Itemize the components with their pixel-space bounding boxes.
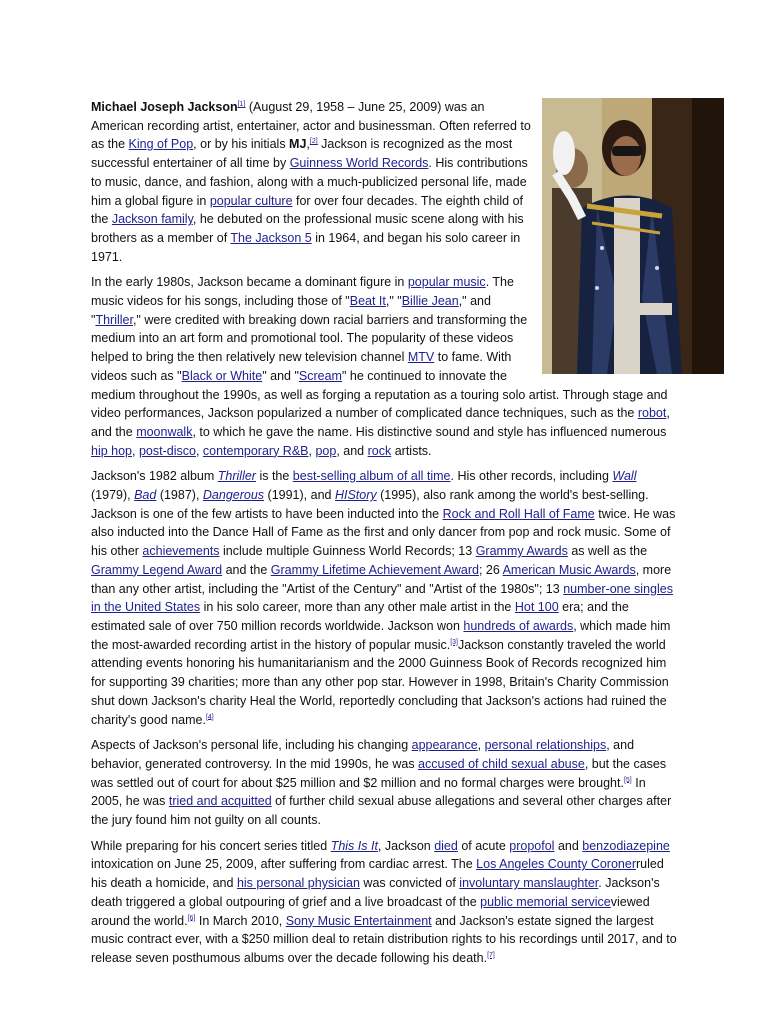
portrait-photo[interactable] (542, 98, 724, 374)
link-billie-jean[interactable]: Billie Jean (401, 294, 459, 309)
text: for over four decades. The eighth child of the (91, 193, 523, 227)
link-appearance[interactable]: appearance (411, 738, 478, 753)
link-wall-album[interactable]: Wall (612, 469, 637, 484)
text: was convicted of (359, 876, 460, 891)
link-jackson-family[interactable]: Jackson family (111, 212, 193, 227)
text: in his solo career, more than any other male artist in the (200, 600, 515, 615)
text: of acute (457, 838, 510, 853)
link-personal-relationships[interactable]: personal relationships (484, 738, 607, 753)
link-sony-music[interactable]: Sony Music Entertainment (285, 913, 432, 928)
text: intoxication on June 25, 2009, after suffering from cardiac arrest. The (91, 857, 477, 872)
text: In March 2010, (195, 913, 286, 928)
link-guinness-world-records[interactable]: Guinness World Records (289, 156, 429, 171)
link-beat-it[interactable]: Beat It (349, 294, 386, 309)
citation-1[interactable]: [1] (237, 100, 246, 108)
text: , but the cases was settled out of court for about $25 million and $2 million and no formal charges were brought. (91, 756, 667, 790)
text: " and " (262, 368, 299, 383)
link-hundreds-of-awards[interactable]: hundreds of awards (463, 618, 574, 633)
link-accused[interactable]: accused of child sexual abuse (418, 756, 585, 771)
text: viewed around the world. (91, 894, 650, 928)
text: of further child sexual abuse allegations and several other charges after the jury found him not guilty on all counts. (91, 794, 672, 828)
text: , (306, 137, 310, 152)
initials: MJ (289, 137, 307, 152)
link-popular-culture[interactable]: popular culture (209, 193, 293, 208)
text: . Jackson's death triggered a global outpouring of grief and a live broadcast of the (91, 876, 660, 909)
link-grammy-awards[interactable]: Grammy Awards (475, 544, 568, 559)
link-personal-physician[interactable]: his personal physician (236, 876, 360, 891)
subject-name: Michael Joseph Jackson (91, 100, 238, 114)
text: , (195, 443, 203, 458)
text: , he debuted on the professional music scene along with his brothers as a member of (91, 212, 524, 245)
text: , and (336, 443, 368, 458)
citation-4[interactable]: [4] (205, 713, 214, 721)
link-hip-hop[interactable]: hip hop (91, 443, 133, 458)
link-hot-100[interactable]: Hot 100 (514, 600, 559, 615)
paragraph-death (91, 837, 679, 968)
text: , which made him the most-awarded recording artist in the history of popular music. (91, 618, 671, 652)
link-history-album[interactable]: HIStory (334, 488, 377, 503)
text: . The music videos for his songs, including those of " (91, 275, 514, 309)
link-grammy-legend-award[interactable]: Grammy Legend Award (91, 562, 223, 577)
link-died[interactable]: died (434, 838, 458, 853)
text: (1979), (91, 488, 135, 503)
link-involuntary-manslaughter[interactable]: involuntary manslaughter (459, 876, 599, 891)
text: In 2005, he was (91, 775, 646, 809)
text: as well as the (567, 544, 648, 559)
link-moonwalk[interactable]: moonwalk (136, 424, 193, 439)
text: ," " (385, 294, 402, 309)
text: in 1964, and began his solo career in 1971. (91, 230, 521, 264)
text: . His other records, including (450, 469, 613, 484)
link-number-one-singles[interactable]: number-one singles in the United States (91, 581, 673, 615)
text: ," and " (91, 294, 491, 327)
text: (August 29, 1958 – June 25, 2009) was an American recording artist, entertainer, actor and businessman. Often referred to as the (91, 100, 531, 152)
text: , and behavior, generated controversy. In the mid 1990s, he was (91, 738, 635, 771)
text: , (132, 443, 139, 458)
text: " he continued to innovate the medium throughout the 1990s, as well as forging a reputation as a touring solo artist. Through stage and video performances, Jackson popularized a number of complicated dance techniques, such as the (91, 368, 668, 421)
citation-7[interactable]: [7] (487, 951, 495, 959)
text: (1987), (156, 488, 203, 503)
text: ," were credited with breaking down racial barriers and transforming the medium into an art form and promotional tool. The popularity of these videos helped to bring the then relatively new television channel (91, 312, 528, 365)
text: ; 26 (478, 562, 503, 577)
link-american-music-awards[interactable]: American Music Awards (502, 562, 636, 577)
text: While preparing for his concert series titled (91, 838, 331, 853)
text: is the (255, 469, 293, 484)
link-this-is-it[interactable]: This Is It (330, 838, 378, 853)
text: (1991), and (264, 488, 335, 503)
link-post-disco[interactable]: post-disco (138, 443, 196, 458)
link-mtv[interactable]: MTV (407, 350, 435, 365)
text: artists. (391, 443, 432, 458)
text: , or by his initials (193, 137, 290, 152)
text: . His contributions to music, dance, and fashion, along with a much-publicized personal life, made him a global figure in (91, 156, 528, 208)
text: , (477, 738, 485, 753)
link-scream[interactable]: Scream (298, 368, 342, 383)
text: twice. He was also inducted into the Dance Hall of Fame as the first and only dancer from pop and rock music. Some of his other (91, 506, 676, 559)
citation-5[interactable]: [5] (623, 776, 632, 784)
portrait-image-icon (542, 98, 724, 374)
text: and (554, 838, 583, 853)
text: Jackson's 1982 album (91, 469, 218, 484)
link-tried-and-acquitted[interactable]: tried and acquitted (168, 794, 272, 809)
link-dangerous-album[interactable]: Dangerous (202, 488, 265, 503)
text: Jackson is recognized as the most successful entertainer of all time by (91, 137, 513, 171)
link-popular-music[interactable]: popular music (407, 275, 486, 290)
link-grammy-lifetime-achievement[interactable]: Grammy Lifetime Achievement Award (270, 562, 479, 577)
article-body (91, 98, 679, 975)
link-thriller-album[interactable]: Thriller (217, 469, 256, 484)
link-the-jackson-5[interactable]: The Jackson 5 (230, 230, 312, 245)
text: Aspects of Jackson's personal life, including his changing (91, 738, 412, 753)
text: , and the (91, 406, 670, 439)
link-black-or-white[interactable]: Black or White (181, 368, 263, 383)
text: include multiple Guinness World Records; 13 (219, 544, 476, 559)
link-pop[interactable]: pop (315, 443, 337, 458)
link-rock-and-roll-hall-of-fame[interactable]: Rock and Roll Hall of Fame (442, 506, 595, 521)
text: , more than any other artist, including the "Artist of the Century" and "Artist of the 1980s"; 13 (91, 562, 672, 596)
citation-6[interactable]: [6] (187, 914, 196, 922)
text: to fame. With videos such as " (91, 350, 512, 383)
link-king-of-pop[interactable]: King of Pop (128, 137, 194, 152)
link-la-county-coroner[interactable]: Los Angeles County Coroner (476, 857, 636, 872)
paragraph-thriller (91, 467, 679, 729)
link-robot[interactable]: robot (637, 406, 667, 421)
link-propofol[interactable]: propofol (509, 838, 555, 853)
link-contemporary-rnb[interactable]: contemporary R&B (202, 443, 309, 458)
link-best-selling-album[interactable]: best-selling album of all time (292, 469, 451, 484)
text: Jackson constantly traveled the world attending events honoring his humanitarianism and the 2000 Guinness Book of Records recognized him for supporting 39 charities; more than any other pop star. However in 1998, Britain's Charity Commission shut down Jackson's charity Heal the World, reportedly concluding that Jackson's actions had ruined the charity's good name. (91, 637, 669, 727)
text: ruled his death a homicide, and (91, 857, 664, 891)
text: , (308, 443, 316, 458)
link-public-memorial-service[interactable]: public memorial service (480, 894, 611, 909)
citation-3[interactable]: [3] (450, 638, 458, 646)
link-rock[interactable]: rock (367, 443, 392, 458)
text: (1995), also rank among the world's best-selling. Jackson is one of the few artists to have been inducted into the (91, 488, 649, 521)
paragraph-personal-life (91, 736, 679, 830)
text: In the early 1980s, Jackson became a dominant figure in (91, 275, 408, 290)
link-thriller-song[interactable]: Thriller (95, 312, 133, 327)
link-bad-album[interactable]: Bad (134, 488, 157, 503)
text: era; and the estimated sale of over 750 million records worldwide. Jackson won (91, 600, 629, 633)
text: , Jackson (377, 838, 435, 853)
text: and the (222, 562, 271, 577)
link-benzodiazepine[interactable]: benzodiazepine (582, 838, 670, 853)
citation-2[interactable]: [2] (309, 138, 318, 146)
text: , to which he gave the name. His distinctive sound and style has influenced numerous (192, 424, 667, 439)
link-achievements[interactable]: achievements (142, 544, 220, 559)
text: and Jackson's estate signed the largest music contract ever, with a $250 million deal to retain distribution rights to his recordings until 2017, and to release seven posthumous albums over the decade following his death. (91, 913, 677, 965)
